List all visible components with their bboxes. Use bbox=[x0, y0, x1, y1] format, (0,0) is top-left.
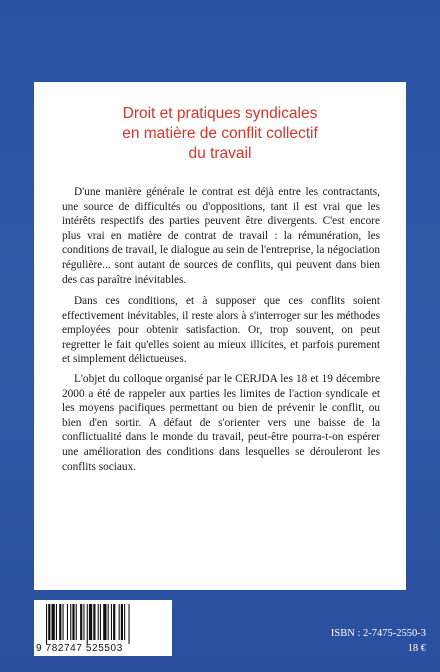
barcode-bar bbox=[129, 604, 130, 644]
barcode-bars bbox=[46, 604, 166, 644]
barcode-bar bbox=[89, 604, 92, 640]
barcode-number: 9 782747 525503 bbox=[36, 643, 123, 654]
title-line-3: du travail bbox=[188, 145, 252, 162]
barcode-bar bbox=[124, 604, 125, 640]
barcode-bar bbox=[59, 604, 61, 640]
barcode-bar bbox=[93, 604, 95, 640]
barcode-bar bbox=[63, 604, 64, 640]
barcode-bar bbox=[108, 604, 109, 640]
barcode-bar bbox=[76, 604, 77, 640]
barcode-bar bbox=[80, 604, 82, 640]
summary-paragraph-1: D'une manière générale le contrat est déjà entre les contractants, une source de difficultés ou d'oppositions, tant il est vrai que les intérêts respectifs des parties peuvent être divergents. C'est encore plus vrai en matière de contrat de travail : la rémunération, les conditions de travail, le dialogue au sein de l'entreprise, la négociation régulière... sont autant de sources de conflits, qui peuvent dans bien des cas paraître inévitables. bbox=[62, 186, 380, 286]
barcode-bar bbox=[83, 604, 84, 640]
price-label: 18 € bbox=[407, 643, 426, 654]
summary-paragraph-3: L'objet du colloque organisé par le CERJDA les 18 et 19 décembre 2000 a été de rappeler aux parties les limites de l'action syndicale et les moyens pacifiques permettant ou bien de prévenir le conflit, ou bien d'en sortir. A défaut de s'orienter vers une baisse de la conflictualité dans le monde du travail, peut-être pourra-t-on espérer une amélioration des conditions dans lesquelles se dérouleront les conflits sociaux. bbox=[62, 373, 380, 473]
barcode-bar bbox=[72, 604, 74, 640]
barcode-bar bbox=[52, 604, 55, 640]
barcode-bar bbox=[67, 604, 68, 640]
barcode-bar bbox=[87, 604, 88, 644]
summary-paragraph-2: Dans ces conditions, et à supposer que ces conflits soient effectivement inévitables, il reste alors à s'interroger sur les méthodes employées pour obtenir satisfaction. Or, trop souvent, on peut regretter le fait qu'elles soient au mieux illicites, et parfois purement et simplement délictueuses. bbox=[62, 295, 380, 366]
barcode-bar bbox=[98, 604, 99, 640]
barcode-bar bbox=[111, 604, 112, 640]
barcode-bar bbox=[121, 604, 123, 640]
barcode-bar bbox=[100, 604, 101, 640]
barcode bbox=[34, 600, 172, 656]
barcode-bar bbox=[48, 604, 50, 640]
text-panel bbox=[34, 82, 406, 590]
book-title bbox=[34, 104, 406, 164]
barcode-bar bbox=[119, 604, 120, 640]
barcode-bar bbox=[103, 604, 106, 640]
barcode-bar bbox=[46, 604, 47, 644]
barcode-bar bbox=[70, 604, 71, 640]
isbn-label: ISBN : 2-7475-2550-3 bbox=[330, 628, 426, 639]
title-line-2: en matière de conflit collectif bbox=[122, 125, 318, 142]
title-line-1: Droit et pratiques syndicales bbox=[122, 105, 318, 122]
barcode-bar bbox=[113, 604, 115, 640]
barcode-bar bbox=[56, 604, 57, 640]
